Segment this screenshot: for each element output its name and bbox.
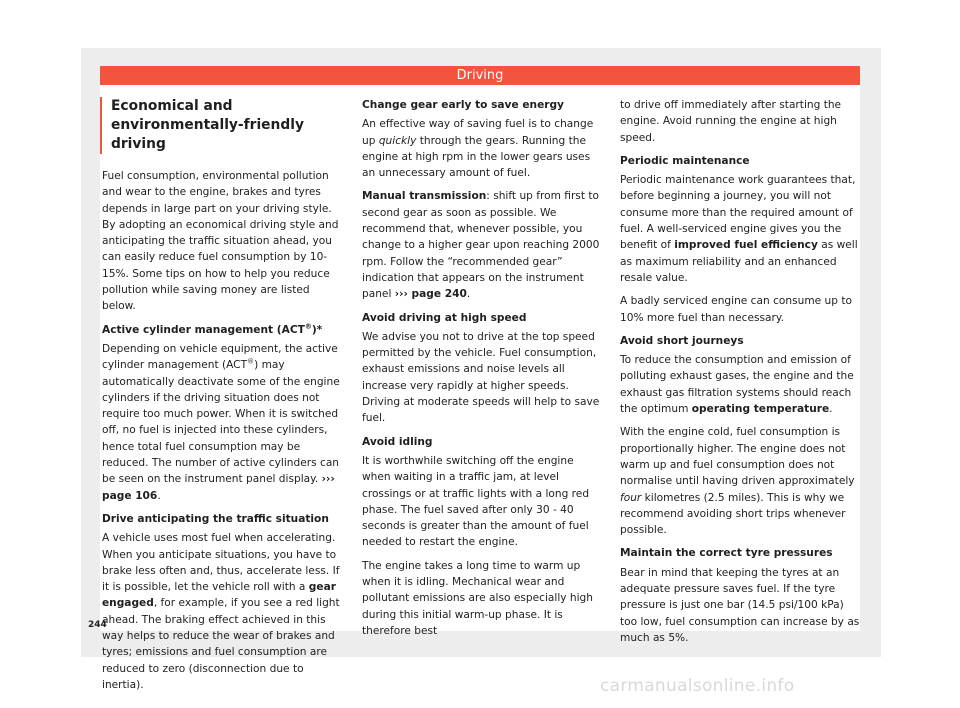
page-ref-link[interactable]: ››› page 106: [102, 473, 335, 502]
idling-paragraph-1: It is worthwhile switching off the engine when waiting in a traffic jam, at level crossings or at traffic lights with a long red phase. The fuel saved after only 30 - 40 seconds is greater than the amount of fuel needed to restart the engine.: [362, 454, 590, 549]
intro-paragraph: Fuel consumption, environmental pollution and wear to the engine, brakes and tyres depends in large part on your driving style. By adopting an economical driving style and anticipating the traffic situation ahead, you can easily reduce fuel consumption by 10-15%. Some tips on how to help you reduce pollution while saving money are listed below.: [102, 170, 339, 313]
short-journeys-paragraph-1: To reduce the consumption and emission of polluting exhaust gases, the engine and the exhaust gas filtration systems should reach the optimum operating temperature.: [620, 354, 854, 416]
idling-heading: Avoid idling: [362, 435, 433, 448]
act-heading: Active cylinder management (ACT®)*: [102, 322, 323, 336]
column-1: [102, 97, 342, 700]
watermark: carmanualsonline.info: [600, 676, 795, 696]
short-journeys-paragraph-2: With the engine cold, fuel consumption is proportionally higher. The engine does not warm up and fuel consumption does not normalise until having driven approximately four kilometres (2.5 miles). This is why we recommend avoiding short trips whenever possible.: [620, 426, 855, 537]
anticipate-heading: Drive anticipating the traffic situation: [102, 512, 329, 525]
tyre-pressure-paragraph: Bear in mind that keeping the tyres at an adequate pressure saves fuel. If the tyre pressure is just one bar (14.5 psi/100 kPa) too low, fuel consumption can increase by as much as 5%.: [620, 566, 860, 644]
section-header-bar: [100, 66, 860, 85]
gear-paragraph: An effective way of saving fuel is to change up quickly through the gears. Running the engine at high rpm in the lower gears uses an unnecessary amount of fuel.: [362, 118, 594, 180]
gear-heading: Change gear early to save energy: [362, 99, 564, 111]
high-speed-paragraph: We advise you not to drive at the top speed permitted by the vehicle. Fuel consumption, exhaust emissions and noise levels all increase very rapidly at higher speeds. Driving at moderate speeds will help to save fuel.: [362, 330, 600, 425]
act-paragraph: Depending on vehicle equipment, the active cylinder management (ACT®) may automatically deactivate some of the engine cylinders if the driving situation does not require too much power. When it is switched off, no fuel is injected into these cylinders, hence total fuel consumption may be reduced. The number of active cylinders can be seen on the instrument panel display. ››› page 106.: [102, 342, 340, 502]
continued-paragraph: to drive off immediately after starting the engine. Avoid running the engine at high speed.: [620, 99, 842, 144]
page-ref-link[interactable]: ››› page 240: [394, 288, 467, 301]
column-2: [362, 97, 602, 646]
maintenance-paragraph-2: A badly serviced engine can consume up to 10% more fuel than necessary.: [620, 295, 852, 324]
section-header-title: Driving: [456, 68, 504, 83]
column-3: [620, 97, 860, 653]
idling-paragraph-2: The engine takes a long time to warm up when it is idling. Mechanical wear and pollutant emissions are also especially high during this initial warm-up phase. It is therefore best: [362, 559, 593, 637]
short-journeys-heading: Avoid short journeys: [620, 334, 744, 347]
tyre-pressure-heading: Maintain the correct tyre pressures: [620, 547, 833, 560]
maintenance-paragraph-1: Periodic maintenance work guarantees that, before beginning a journey, you will not consume more than the required amount of fuel. A well-serviced engine gives you the benefit of improved fuel efficiency as well as maximum reliability and an enhanced resale value.: [620, 174, 858, 284]
high-speed-heading: Avoid driving at high speed: [362, 311, 527, 324]
anticipate-paragraph: A vehicle uses most fuel when accelerating. When you anticipate situations, you have to brake less often and, thus, accelerate less. If it is possible, let the vehicle roll with a gear engaged, for example, if you see a red light ahead. The braking effect achieved in this way helps to reduce the wear of brakes and tyres; emissions and fuel consumption are reduced to zero (disconnection due to inertia).: [102, 532, 340, 691]
maintenance-heading: Periodic maintenance: [620, 154, 750, 167]
page-number: 244: [88, 620, 107, 630]
article-title: Economical and environmentally-friendly driving: [100, 97, 342, 154]
manual-transmission-paragraph: Manual transmission: shift up from first to second gear as soon as possible. We recommend that, whenever possible, you change to a higher gear upon reaching 2000 rpm. Follow the “recommended gear” indication that appears on the instrument panel ››› page 240.: [362, 190, 600, 301]
